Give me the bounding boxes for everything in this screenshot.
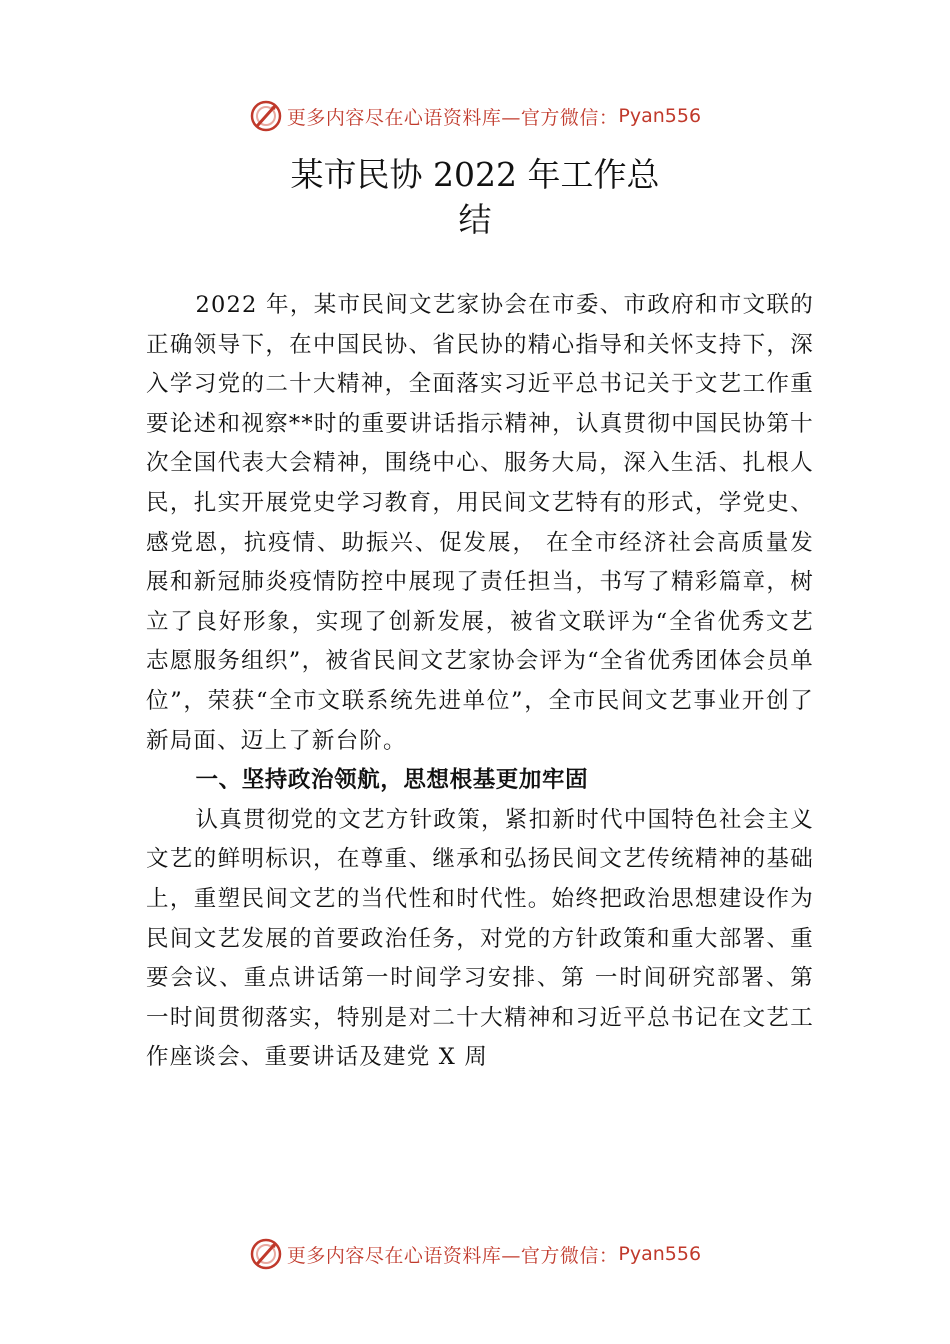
title-line-2: 结 — [458, 200, 492, 239]
header-watermark — [0, 96, 950, 136]
section-heading: 一、坚持政治领航，思想根基更加牢固 — [195, 767, 589, 794]
title-line-1: 某市民协 2022 年工作总 — [290, 155, 660, 194]
section-paragraph: 认真贯彻党的文艺方针政策，紧扣新时代中国特色社会主义文艺的鲜明标识，在尊重、继承和弘扬民间文艺传统精神的基础上，重塑民间文艺的当代性和时代性。始终把政治思想建设作为民间文艺发展的首要政治任务，对党的方针政策和重大部署、重要会议、重点讲话第一时间学习安排、第 一时间研究部署、第一时间贯彻落实，特别是对二十大精神和习近平总书记在文艺工作座谈会、重要讲话及建党 X 周 — [146, 806, 814, 1071]
watermark-text: 更多内容尽在心语资料库—官方微信： — [286, 106, 619, 129]
seal-logo-icon — [249, 1237, 283, 1271]
footer-watermark — [0, 1234, 950, 1274]
watermark-wechat-id: Pyan556 — [618, 105, 702, 127]
intro-paragraph: 2022 年，某市民间文艺家协会在市委、市政府和市文联的正确领导下，在中国民协、省民协的精心指导和关怀支持下，深入学习党的二十大精神，全面落实习近平总书记关于文艺工作重要论述和视察**时的重要讲话指示精神，认真贯彻中国民协第十次全国代表大会精神，围绕中心、服务大局，深入生活、扎根人民，扎实开展党史学习教育，用民间文艺特有的形式，学党史、感党恩，抗疫情、助振兴、促发展， 在全市经济社会高质量发展和新冠肺炎疫情防控中展现了责任担当，书写了精彩篇章，树立了良好形象，实现了创新发展，被省文联评为“全省优秀文艺志愿服务组织”，被省民间文艺家协会评为“全省优秀团体会员单位”，荣获“全市文联系统先进单位”，全市民间文艺事业开创了新局面、迈上了新台阶。 — [146, 292, 814, 754]
document-body — [146, 286, 814, 1078]
watermark-text: 更多内容尽在心语资料库—官方微信： — [286, 1244, 619, 1267]
document-title — [0, 152, 950, 242]
watermark-wechat-id: Pyan556 — [618, 1243, 702, 1265]
seal-logo-icon — [249, 99, 283, 133]
